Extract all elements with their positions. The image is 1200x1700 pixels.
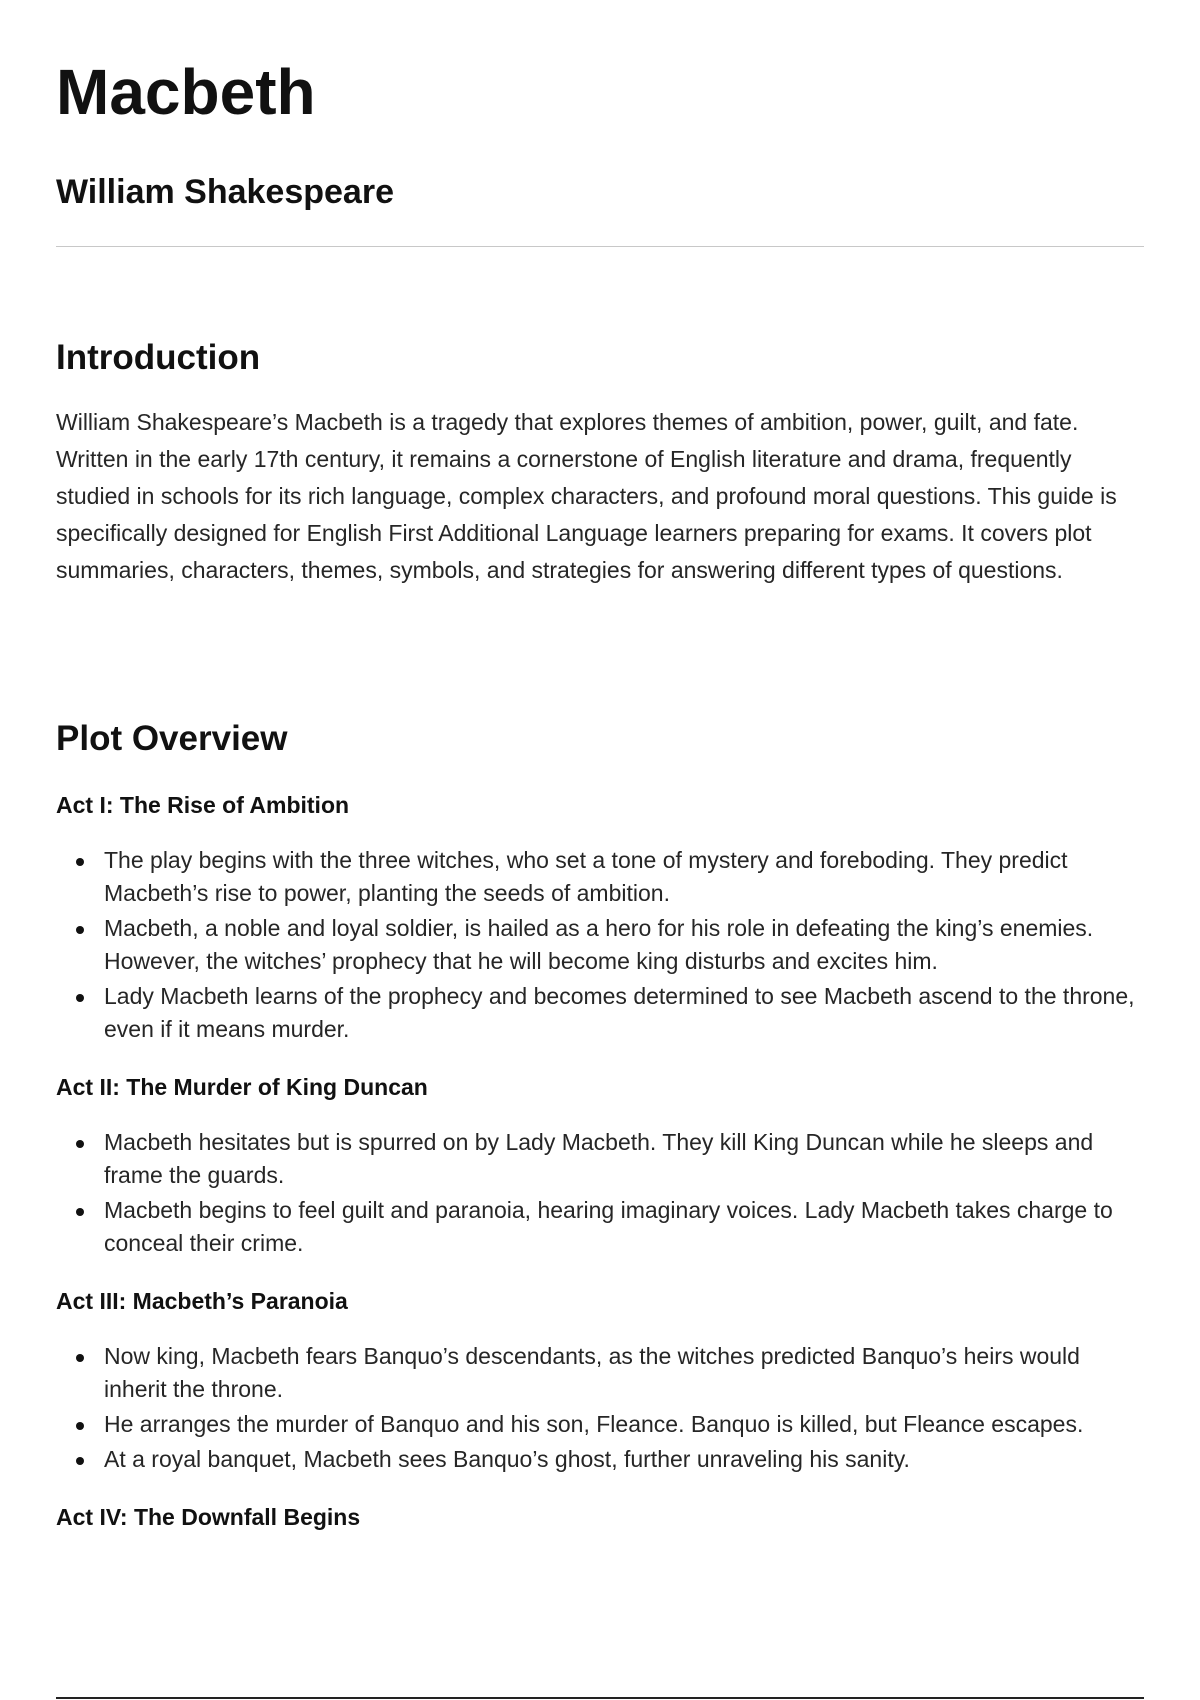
- document-title: Macbeth: [56, 56, 316, 128]
- act-bullet-item: [56, 1443, 1144, 1476]
- footer-divider: [56, 1697, 1144, 1699]
- bullet-icon: [76, 1354, 84, 1362]
- act-heading: Act I: The Rise of Ambition: [56, 792, 350, 818]
- bullet-icon: [76, 926, 84, 934]
- document-author: William Shakespeare: [56, 173, 394, 211]
- acts-container: [56, 790, 1144, 1556]
- act-bullet-item: [56, 912, 1144, 978]
- act-bullet-item: [56, 1126, 1144, 1192]
- bullet-icon: [76, 1422, 84, 1430]
- act-bullet-list: [56, 1126, 1144, 1260]
- bullet-icon: [76, 1457, 84, 1465]
- act-bullet-list: [56, 1340, 1144, 1476]
- bullet-text: Macbeth, a noble and loyal soldier, is hailed as a hero for his role in defeating the king’s enemies. However, the witches’ prophecy that he will become king disturbs and excites him.: [104, 915, 1094, 974]
- act-bullet-item: [56, 1340, 1144, 1406]
- bullet-text: Lady Macbeth learns of the prophecy and becomes determined to see Macbeth ascend to the throne, even if it means murder.: [104, 983, 1135, 1042]
- introduction-heading: Introduction: [56, 338, 261, 377]
- bullet-text: Macbeth hesitates but is spurred on by Lady Macbeth. They kill King Duncan while he sleeps and frame the guards.: [104, 1129, 1094, 1188]
- introduction-text: William Shakespeare’s Macbeth is a tragedy that explores themes of ambition, power, guilt, and fate. Written in the early 17th century, it remains a cornerstone of English literature and drama, frequently studied in schools for its rich language, complex characters, and profound moral questions. This guide is specifically designed for English First Additional Language learners preparing for exams. It covers plot summaries, characters, themes, symbols, and strategies for answering different types of questions.: [56, 409, 1117, 583]
- act-heading: Act IV: The Downfall Begins: [56, 1504, 361, 1530]
- bullet-text: He arranges the murder of Banquo and his son, Fleance. Banquo is killed, but Fleance escapes.: [104, 1411, 1084, 1437]
- plot-overview-heading: Plot Overview: [56, 719, 288, 758]
- header-divider: [56, 246, 1144, 247]
- act-bullet-item: [56, 980, 1144, 1046]
- act-bullet-item: [56, 844, 1144, 910]
- act-bullet-list: [56, 844, 1144, 1046]
- bullet-icon: [76, 1140, 84, 1148]
- bullet-text: The play begins with the three witches, who set a tone of mystery and foreboding. They predict Macbeth’s rise to power, planting the seeds of ambition.: [104, 847, 1068, 906]
- act-bullet-item: [56, 1408, 1144, 1441]
- bullet-icon: [76, 994, 84, 1002]
- bullet-icon: [76, 858, 84, 866]
- bullet-text: At a royal banquet, Macbeth sees Banquo’s ghost, further unraveling his sanity.: [104, 1446, 910, 1472]
- bullet-text: Macbeth begins to feel guilt and paranoia, hearing imaginary voices. Lady Macbeth takes charge to conceal their crime.: [104, 1197, 1113, 1256]
- act-bullet-item: [56, 1194, 1144, 1260]
- act-heading: Act III: Macbeth’s Paranoia: [56, 1288, 348, 1314]
- bullet-text: Now king, Macbeth fears Banquo’s descendants, as the witches predicted Banquo’s heirs would inherit the throne.: [104, 1343, 1080, 1402]
- act-heading: Act II: The Murder of King Duncan: [56, 1074, 428, 1100]
- bullet-icon: [76, 1208, 84, 1216]
